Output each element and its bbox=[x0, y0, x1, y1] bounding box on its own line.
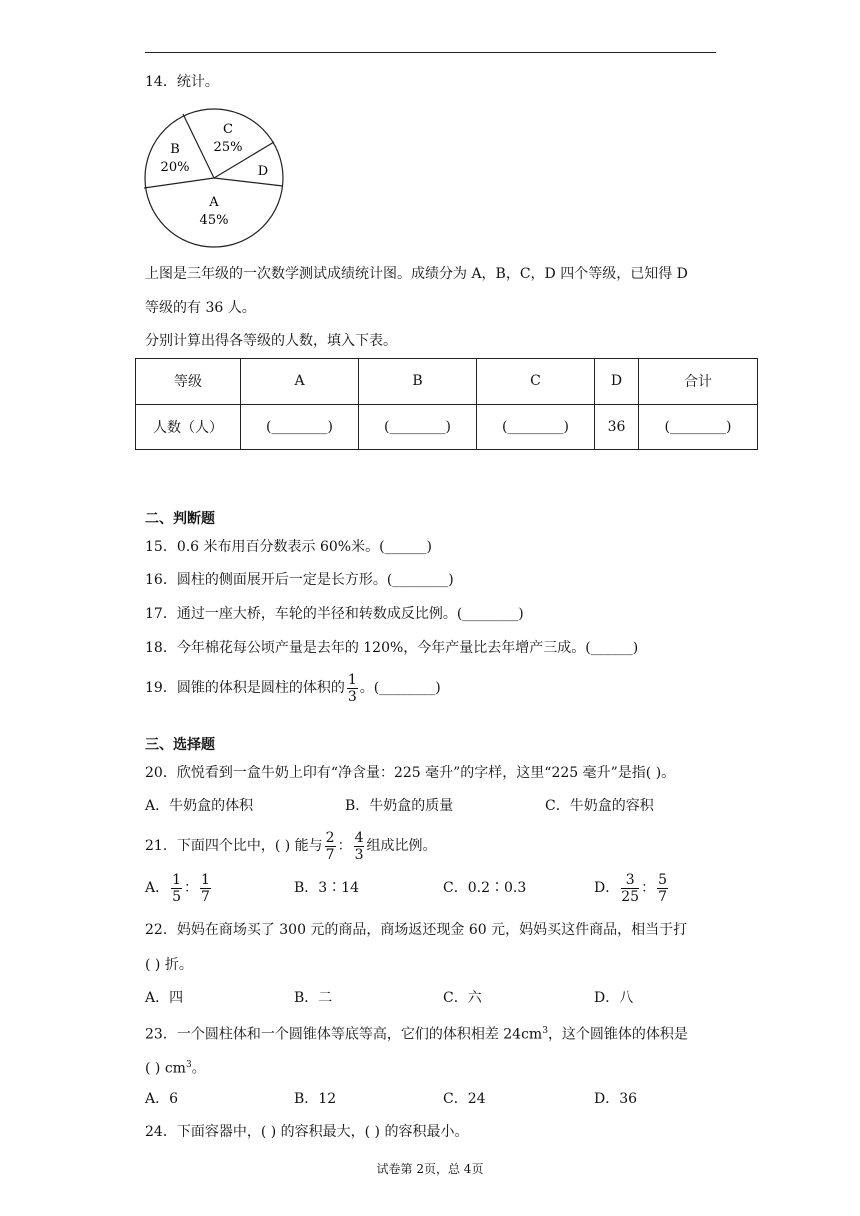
fraction-numerator: 2 bbox=[325, 829, 335, 846]
q23-option-b[interactable]: B．12 bbox=[294, 1091, 337, 1107]
q21-option-d[interactable] bbox=[594, 868, 670, 908]
superscript-3: 3 bbox=[185, 1060, 192, 1070]
q23-text-post: ，这个圆锥体的体积是 bbox=[547, 1026, 688, 1043]
q14-description-line1: 上图是三年级的一次数学测试成绩统计图。成绩分为 A，B，C，D 四个等级，已知得 D bbox=[145, 266, 688, 282]
table-row-label: 人数（人） bbox=[136, 404, 241, 450]
question-19 bbox=[145, 670, 441, 706]
q14-description-line2: 等级的有 36 人。 bbox=[145, 300, 256, 316]
question-23-line1 bbox=[145, 1021, 688, 1045]
pie-value-c: 25% bbox=[213, 140, 243, 155]
fraction-one-fifth bbox=[171, 872, 182, 905]
fraction-denominator: 5 bbox=[172, 888, 182, 905]
q21-text-post: 组成比例。 bbox=[366, 838, 437, 854]
answer-blank-total[interactable]: (________) bbox=[639, 404, 758, 450]
question-24: 24．下面容器中，( ) 的容积最大，( ) 的容积最小。 bbox=[145, 1124, 469, 1140]
pie-value-b: 20% bbox=[160, 160, 190, 175]
fraction-numerator: 1 bbox=[201, 871, 210, 888]
pie-separator-ab bbox=[144, 178, 214, 188]
table-header-c: C bbox=[477, 359, 595, 405]
q19-text-post: 。(________) bbox=[359, 680, 441, 696]
question-20: 20．欣悦看到一盒牛奶上印有“净含量：225 毫升”的字样，这里“225 毫升”是指( )。 bbox=[145, 765, 676, 781]
q23-text-pre: 23．一个圆柱体和一个圆锥体等底等高，它们的体积相差 24cm bbox=[145, 1026, 543, 1043]
fraction-denominator: 7 bbox=[201, 888, 210, 905]
answer-blank-b[interactable]: (________) bbox=[359, 404, 477, 450]
pie-label-d: D bbox=[257, 164, 269, 179]
table-header-a: A bbox=[241, 359, 359, 405]
section-heading-choice: 三、选择题 bbox=[145, 737, 215, 753]
question-15: 15．0.6 米布用百分数表示 60%米。(______) bbox=[145, 539, 433, 555]
q22-option-d[interactable]: D．八 bbox=[594, 990, 634, 1006]
header-rule bbox=[145, 52, 716, 53]
fraction-denominator: 25 bbox=[621, 888, 640, 905]
fraction-five-sevenths bbox=[657, 872, 668, 905]
pie-separator-da bbox=[214, 178, 283, 186]
option-label: D． bbox=[594, 880, 620, 896]
answer-blank-c[interactable]: (________) bbox=[477, 404, 595, 450]
q22-option-b[interactable]: B．二 bbox=[294, 990, 333, 1006]
table-header-b: B bbox=[359, 359, 477, 405]
table-cell-d-count: 36 bbox=[595, 404, 639, 450]
question-21 bbox=[145, 826, 436, 866]
table-header-grade: 等级 bbox=[136, 359, 241, 405]
q23-line2-pre: ( ) cm bbox=[145, 1060, 186, 1077]
question-22-line2: ( ) 折。 bbox=[145, 957, 193, 973]
answer-blank-a[interactable]: (________) bbox=[241, 404, 359, 450]
question-17: 17．通过一座大桥，车轮的半径和转数成反比例。(________) bbox=[145, 606, 524, 622]
q20-option-c[interactable]: C．牛奶盒的容积 bbox=[545, 798, 654, 814]
fraction-numerator: 5 bbox=[658, 871, 667, 888]
q21-option-b[interactable]: B．3∶14 bbox=[294, 880, 360, 896]
question-23-line2 bbox=[145, 1055, 206, 1079]
table-header-d: D bbox=[595, 359, 639, 405]
fraction-four-thirds bbox=[354, 830, 365, 863]
fraction-numerator: 3 bbox=[621, 872, 639, 889]
q21-text-pre: 21．下面四个比中，( ) 能与 bbox=[145, 838, 323, 854]
pie-value-a: 45% bbox=[199, 213, 229, 228]
question-16: 16．圆柱的侧面展开后一定是长方形。(________) bbox=[145, 572, 454, 588]
question-18: 18．今年棉花每公顷产量是去年的 120%，今年产量比去年增产三成。(______) bbox=[145, 640, 639, 656]
q19-text-pre: 19．圆锥的体积是圆柱的体积的 bbox=[145, 680, 345, 696]
pie-chart bbox=[144, 108, 286, 250]
q21-option-a[interactable] bbox=[145, 868, 213, 908]
fraction-denominator: 7 bbox=[325, 846, 335, 863]
q21-option-c[interactable]: C．0.2∶0.3 bbox=[443, 880, 527, 896]
q20-option-b[interactable]: B．牛奶盒的质量 bbox=[345, 798, 454, 814]
q23-option-d[interactable]: D．36 bbox=[594, 1091, 638, 1107]
grade-count-table bbox=[135, 358, 758, 450]
q23-option-a[interactable]: A．6 bbox=[145, 1091, 179, 1107]
q14-title: 14．统计。 bbox=[145, 74, 219, 90]
fraction-numerator: 1 bbox=[172, 871, 182, 888]
fraction-two-sevenths bbox=[325, 830, 336, 863]
superscript-3: 3 bbox=[542, 1026, 548, 1036]
fraction-denominator: 3 bbox=[347, 688, 357, 705]
fraction-one-seventh bbox=[200, 872, 211, 905]
ratio-colon: ： bbox=[337, 838, 352, 854]
section-heading-judgement: 二、判断题 bbox=[145, 511, 215, 527]
q14-instruction: 分别计算出得各等级的人数，填入下表。 bbox=[145, 333, 397, 349]
fraction-denominator: 3 bbox=[354, 846, 364, 863]
option-label: A． bbox=[145, 880, 170, 896]
question-22-line1: 22．妈妈在商场买了 300 元的商品，商场返还现金 60 元，妈妈买这件商品，相当于打 bbox=[145, 922, 688, 938]
table-row bbox=[136, 359, 758, 405]
fraction-numerator: 4 bbox=[354, 829, 364, 846]
page-footer: 试卷第 2页，总 4页 bbox=[376, 1162, 484, 1176]
ratio-colon: ： bbox=[184, 880, 199, 896]
table-row bbox=[136, 404, 758, 450]
fraction-numerator: 1 bbox=[347, 671, 357, 688]
ratio-colon: ： bbox=[641, 880, 656, 896]
table-header-total: 合计 bbox=[639, 359, 758, 405]
fraction-three-twentyfifths bbox=[621, 872, 639, 905]
pie-label-c: C bbox=[223, 122, 233, 137]
q22-option-c[interactable]: C．六 bbox=[443, 990, 482, 1006]
q22-option-a[interactable]: A．四 bbox=[145, 990, 184, 1006]
q20-option-a[interactable]: A．牛奶盒的体积 bbox=[145, 798, 254, 814]
pie-label-b: B bbox=[170, 142, 180, 157]
q23-line2-post: 。 bbox=[191, 1060, 206, 1077]
q23-option-c[interactable]: C．24 bbox=[443, 1091, 486, 1107]
fraction-one-third bbox=[347, 672, 358, 705]
fraction-denominator: 7 bbox=[658, 888, 667, 905]
pie-label-a: A bbox=[209, 195, 219, 210]
